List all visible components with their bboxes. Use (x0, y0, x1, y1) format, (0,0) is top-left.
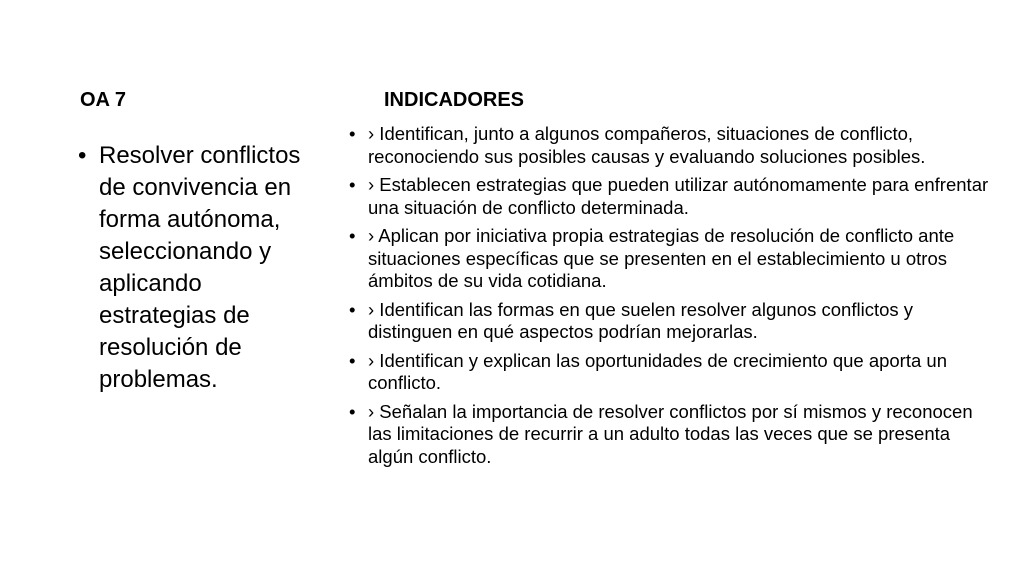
indicator-item (349, 299, 999, 344)
indicator-text: › Identifican, junto a algunos compañeros, situaciones de conflicto, reconociendo sus posibles causas y evaluando soluciones posibles. (368, 123, 926, 167)
bullet-icon: • (349, 123, 356, 144)
objective-text: Resolver conflictos de convivencia en forma autónoma, seleccionando y aplicando estrategias de resolución de problemas. (99, 142, 301, 393)
indicator-item (349, 401, 999, 469)
indicators-list (349, 123, 999, 474)
indicator-text: › Establecen estrategias que pueden utilizar autónomamente para enfrentar una situación de conflicto determinada. (368, 174, 989, 218)
bullet-icon: • (78, 142, 87, 169)
indicator-item (349, 350, 999, 395)
indicator-item (349, 174, 999, 219)
bullet-icon: • (349, 349, 356, 371)
objective-item (78, 140, 318, 396)
indicator-text: › Identifican y explican las oportunidades de crecimiento que aporta un conflicto. (368, 349, 947, 393)
indicators-title: INDICADORES (384, 89, 525, 111)
bullet-icon: • (349, 174, 356, 195)
bullet-icon: • (349, 400, 356, 422)
indicator-text: › Aplican por iniciativa propia estrategias de resolución de conflicto ante situaciones específicas que se presenten en el establecimiento u otros ámbitos de su vida cotidiana. (368, 225, 955, 291)
bullet-icon: • (349, 225, 356, 246)
bullet-icon: • (349, 298, 356, 320)
oa-title: OA 7 (80, 89, 126, 111)
indicator-text: › Señalan la importancia de resolver conflictos por sí mismos y reconocen las limitaciones de recurrir a un adulto todas las veces que se presenta algún conflicto. (368, 400, 973, 467)
objective-list (78, 140, 318, 396)
indicator-item (349, 123, 999, 168)
indicator-text: › Identifican las formas en que suelen resolver algunos conflictos y distinguen en qué aspectos podrían mejorarlas. (368, 298, 914, 342)
indicator-item (349, 225, 999, 293)
